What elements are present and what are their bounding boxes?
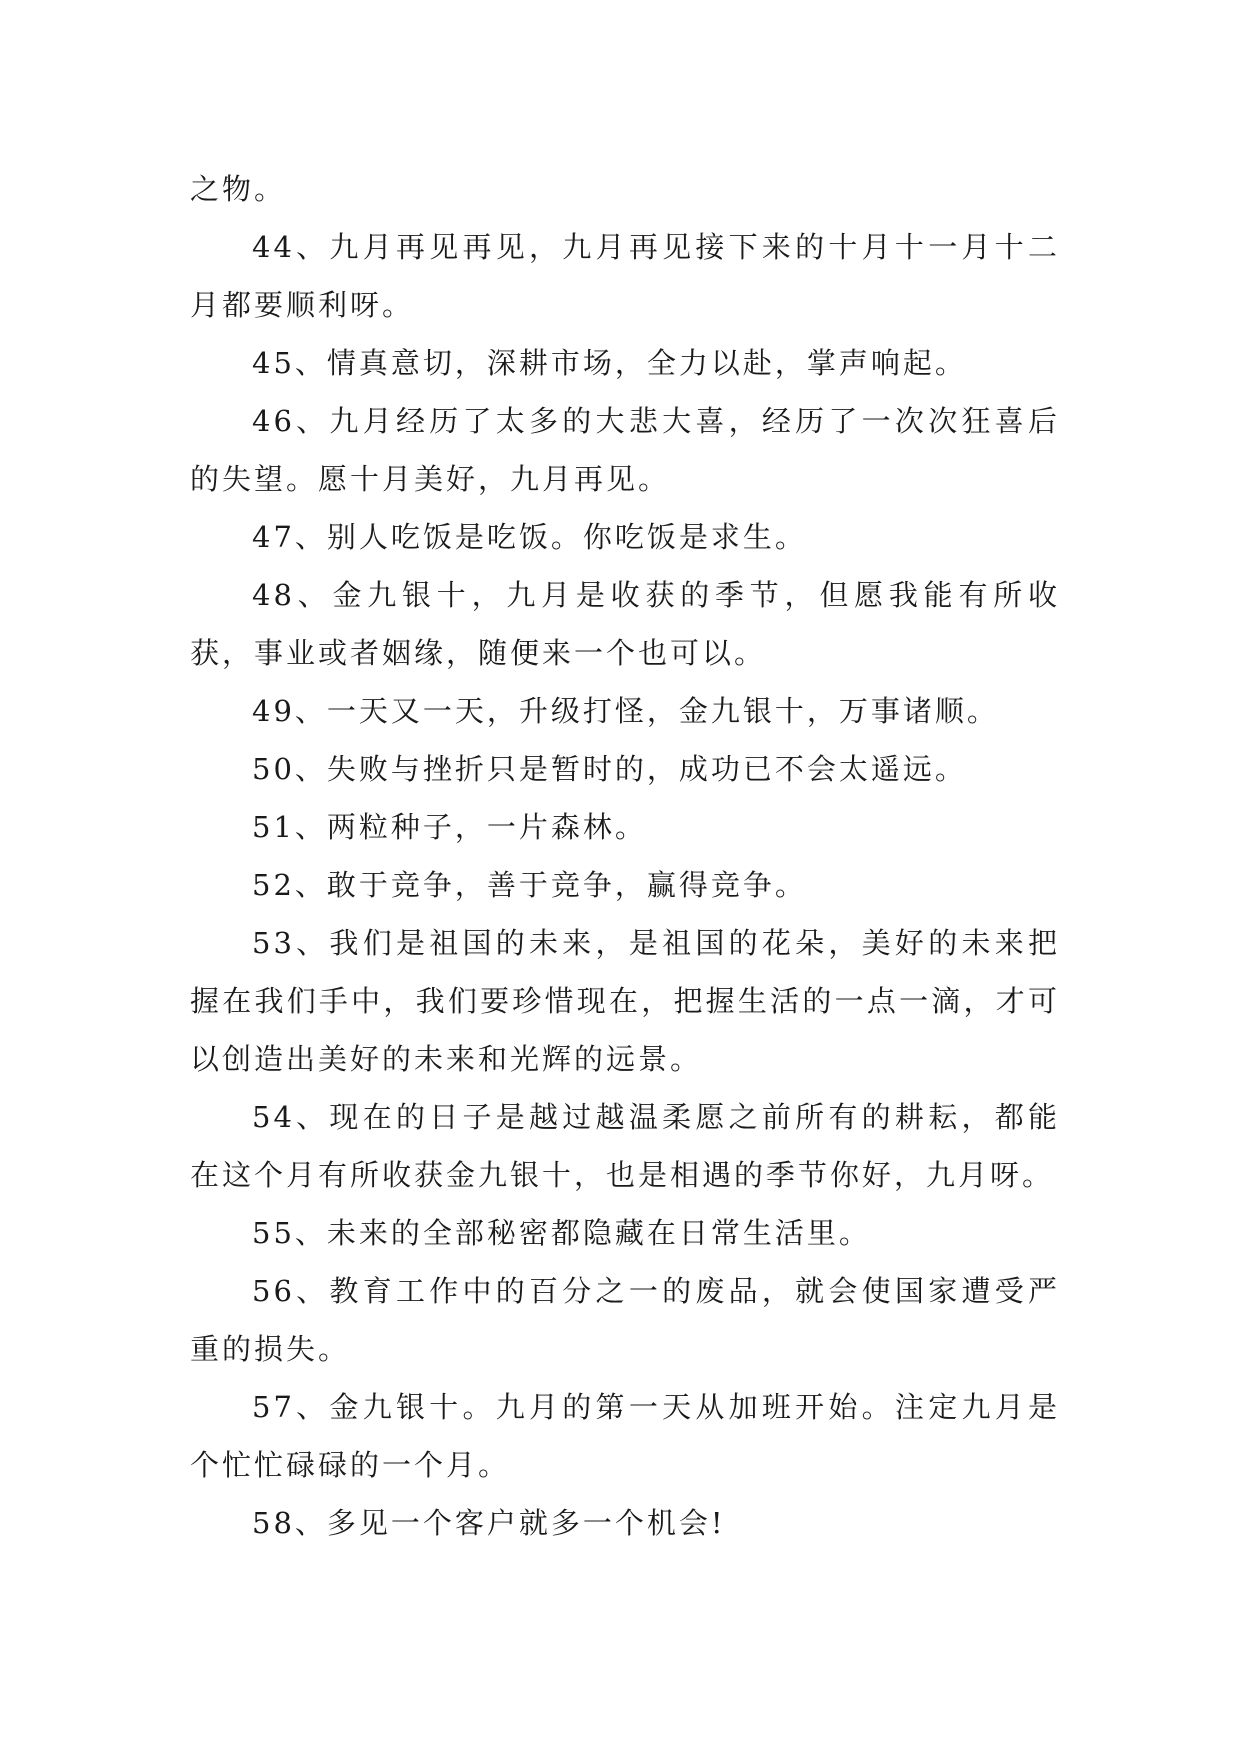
- paragraph-51: 51、两粒种子，一片森林。: [252, 810, 647, 844]
- paragraph-57: 57、金九银十。九月的第一天从加班开始。注定九月是个忙忙碌碌的一个月。: [190, 1390, 1060, 1482]
- paragraph-44: 44、九月再见再见，九月再见接下来的十月十一月十二月都要顺利呀。: [190, 230, 1060, 322]
- paragraph-45: 45、情真意切，深耕市场，全力以赴，掌声响起。: [252, 346, 967, 380]
- paragraph-46: 46、九月经历了太多的大悲大喜，经历了一次次狂喜后的失望。愿十月美好，九月再见。: [190, 404, 1060, 496]
- paragraph-0: 之物。: [190, 172, 287, 206]
- paragraph-48: 48、金九银十，九月是收获的季节，但愿我能有所收获，事业或者姻缘，随便来一个也可以。: [190, 578, 1060, 670]
- paragraph-49: 49、一天又一天，升级打怪，金九银十，万事诸顺。: [252, 694, 999, 728]
- paragraph-53: 53、我们是祖国的未来，是祖国的花朵，美好的未来把握在我们手中，我们要珍惜现在，把握生活的一点一滴，才可以创造出美好的未来和光辉的远景。: [190, 926, 1060, 1076]
- paragraph-58: 58、多见一个客户就多一个机会!: [252, 1506, 726, 1540]
- paragraph-50: 50、失败与挫折只是暂时的，成功已不会太遥远。: [252, 752, 967, 786]
- paragraph-54: 54、现在的日子是越过越温柔愿之前所有的耕耘，都能在这个月有所收获金九银十，也是相遇的季节你好，九月呀。: [190, 1100, 1060, 1192]
- paragraph-56: 56、教育工作中的百分之一的废品，就会使国家遭受严重的损失。: [190, 1274, 1060, 1366]
- document-body: [190, 160, 1060, 1552]
- paragraph-47: 47、别人吃饭是吃饭。你吃饭是求生。: [252, 520, 807, 554]
- paragraph-55: 55、未来的全部秘密都隐藏在日常生活里。: [252, 1216, 871, 1250]
- paragraph-52: 52、敢于竞争，善于竞争，赢得竞争。: [252, 868, 807, 902]
